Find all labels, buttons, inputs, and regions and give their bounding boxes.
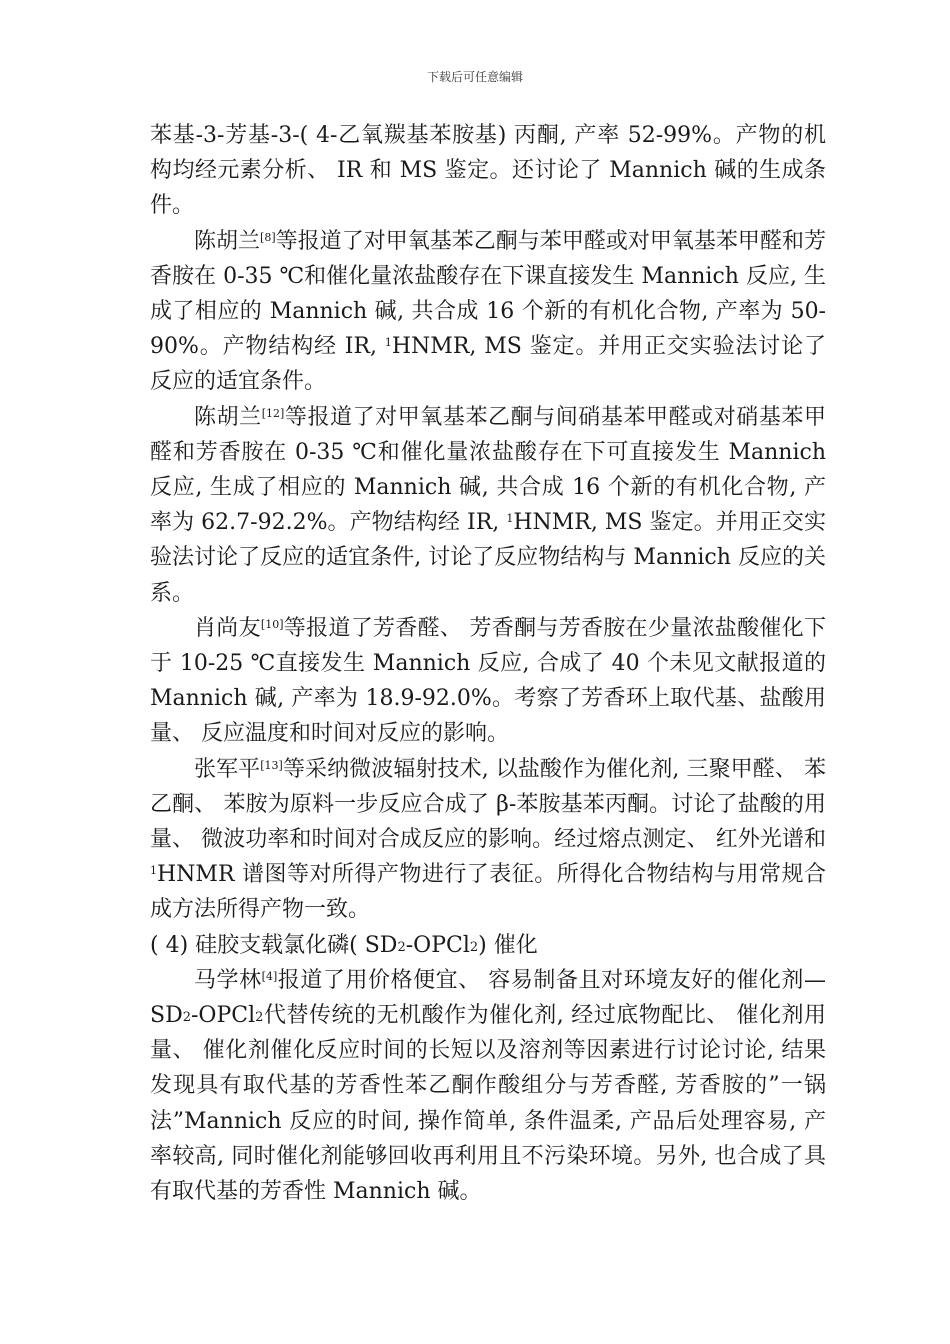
author: 肖尚友 [194,615,261,641]
section-heading: ( 4) 硅胶支载氯化磷( $SD_2-OPCl_2$) 催化 [150,932,538,958]
document-body [150,118,826,1209]
author: 陈胡兰 [194,404,262,430]
citation: [8] [260,230,276,244]
paragraph-6: 马学林[4]报道了用价格便宜、 容易制备且对环境友好的催化剂$—SD_2-OPCl_2$代替传统的无机酸作为催化剂, 经过底物配比、 催化剂用量、 催化剂催化反应时间的长短以及溶剂等因素进行讨论讨论, 结果发现具有取代基的芳香性苯乙酮作酸组分与芳香醛, 芳香胺的”一锅法”Mannich 反应的时间, 操作简单, 条件温柔, 产品后处理容易, 产率较高, 同时催化剂能够回收再利用且不污染环境。另外, 也合成了具有取代基的芳香性 Mannich 碱。 [150,967,826,1205]
paragraph-3: 陈胡兰[12]等报道了对甲氧基苯乙酮与间硝基苯甲醛或对硝基苯甲醛和芳香胺在 0-35 ℃和催化量浓盐酸存在下可直接发生 Mannich 反应, 生成了相应的 Mannich 碱, 共合成 16 个新的有机化合物, 产率为 62.7-92.2%。产物结构经 IR, $^1$HNMR, MS 鉴定。并用正交实验法讨论了反应的适宜条件, 讨论了反应物结构与 Mannich 反应的关系。 [150,404,826,606]
paragraph-1: 苯基-3-芳基-3-( 4-乙氧羰基苯胺基) 丙酮, 产率 52-99%。产物的机构均经元素分析、 IR 和 MS 鉴定。还讨论了 Mannich 碱的生成条件。 [150,123,826,219]
paragraph-4: 肖尚友[10]等报道了芳香醛、 芳香酮与芳香胺在少量浓盐酸催化下于 10-25 ℃直接发生 Mannich 反应, 合成了 40 个未见文献报道的 Mannich 碱, 产率为 18.9-92.0%。考察了芳香环上取代基、盐酸用量、 反应温度和时间对反应的影响。 [150,615,826,747]
paragraph-2: 陈胡兰[8]等报道了对甲氧基苯乙酮与苯甲醛或对甲氧基苯甲醛和芳香胺在 0-35 ℃和催化量浓盐酸存在下课直接发生 Mannich 反应, 生成了相应的 Mannich 碱, 共合成 16 个新的有机化合物, 产率为 50-90%。产物结构经 IR, $^1$HNMR, MS 鉴定。并用正交实验法讨论了反应的适宜条件。 [150,228,827,395]
citation: [12] [261,406,285,420]
page-header: 下载后可任意编辑 [426,70,523,84]
citation: [4] [261,969,278,983]
citation: [13] [260,758,283,772]
author: 陈胡兰 [194,228,261,254]
citation: [10] [260,617,284,631]
paragraph-5: 张军平[13]等采纳微波辐射技术, 以盐酸作为催化剂, 三聚甲醛、 苯乙酮、 苯胺为原料一步反应合成了 β-苯胺基苯丙酮。讨论了盐酸的用量、 微波功率和时间对合成反应的影响。经过熔点测定、 红外光谱和 $^1$HNMR 谱图等对所得产物进行了表征。所得化合物结构与用常规合成方法所得产物一致。 [150,756,826,923]
author: 张军平 [194,756,261,782]
author: 马学林 [194,967,262,993]
